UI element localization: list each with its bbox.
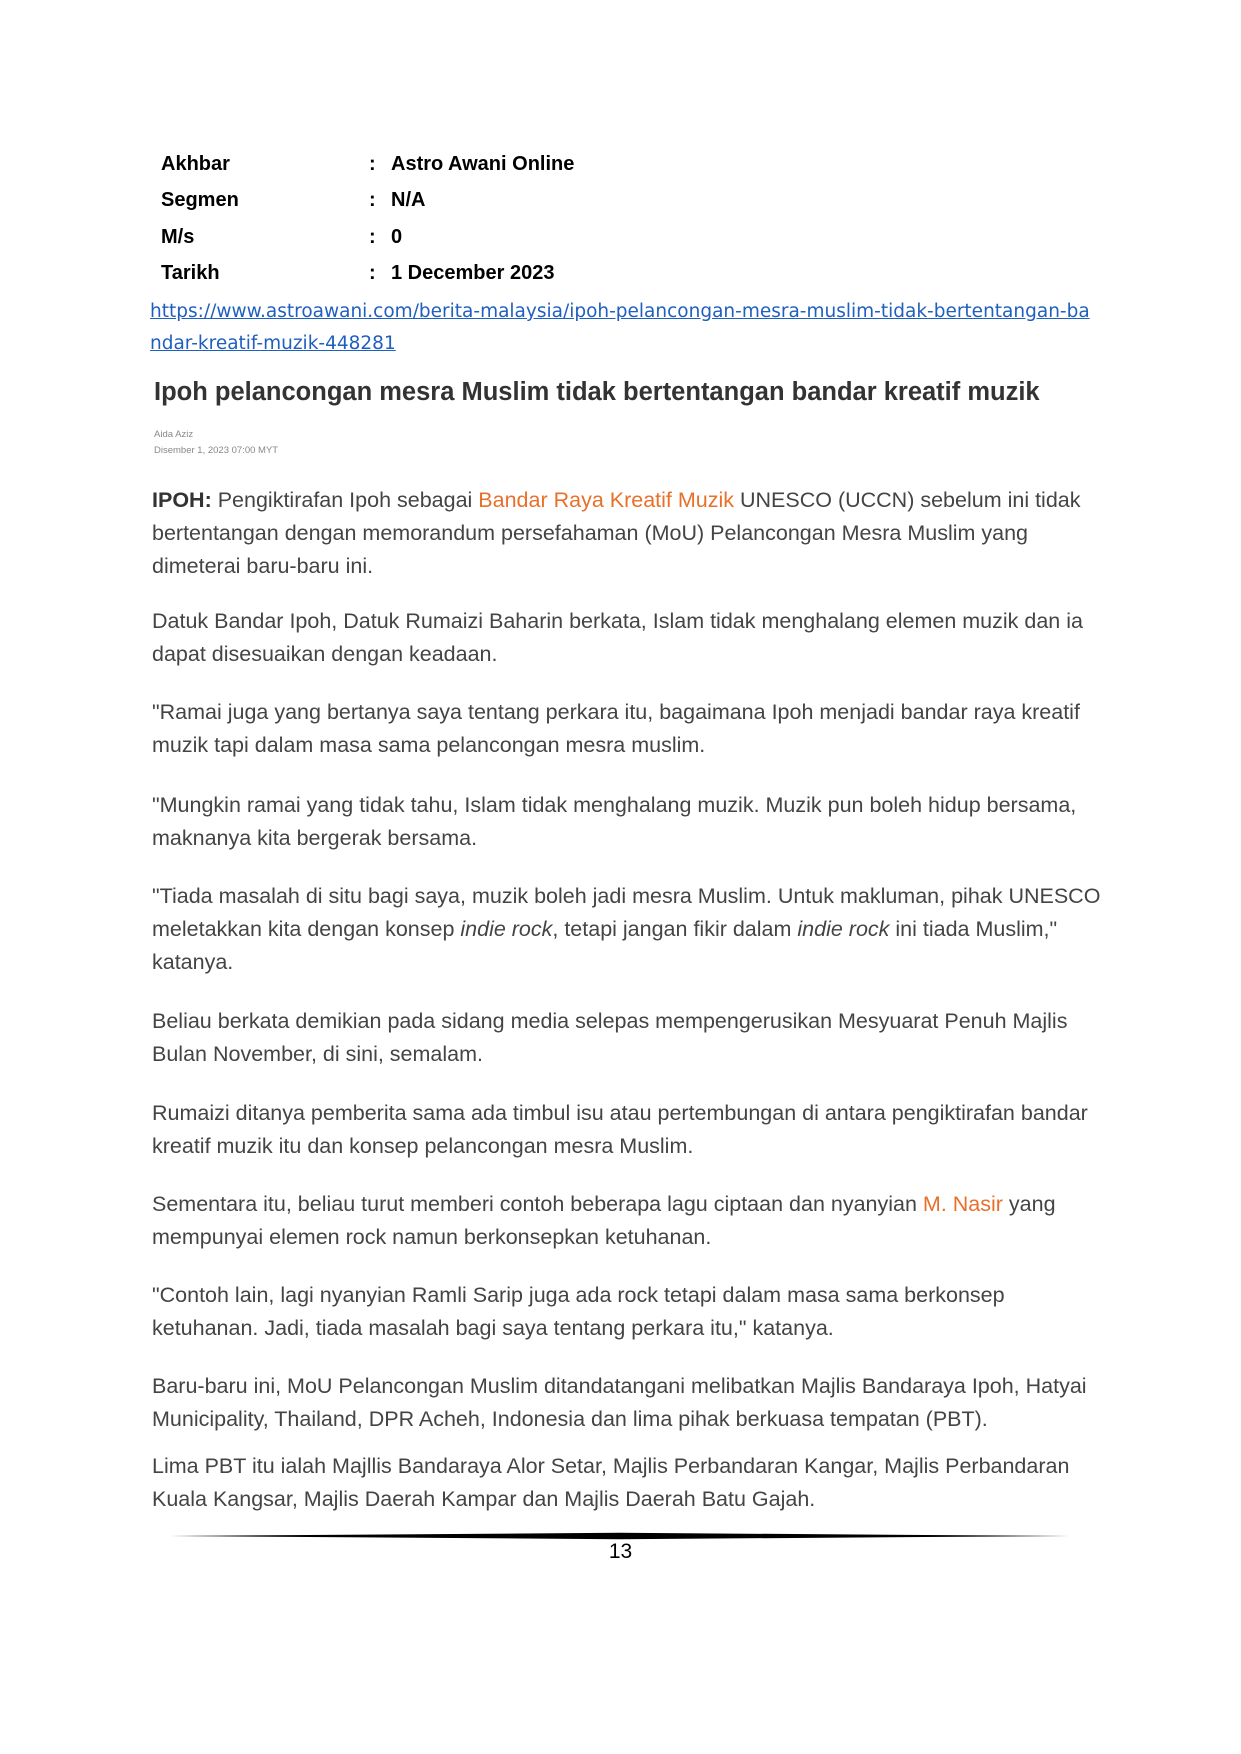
- article-paragraph-2: Datuk Bandar Ipoh, Datuk Rumaizi Baharin berkata, Islam tidak menghalang elemen muzik dan ia dapat disesuaikan dengan keadaan.: [152, 609, 1083, 666]
- source-url-link[interactable]: https://www.astroawani.com/berita-malaysia/ipoh-pelancongan-mesra-muslim-tidak-bertentangan-bandar-kreatif-muzik-448281: [150, 301, 1090, 354]
- paragraph-text: Sementara itu, beliau turut memberi contoh beberapa lagu ciptaan dan nyanyian: [152, 1192, 923, 1216]
- article-paragraph-7: Rumaizi ditanya pemberita sama ada timbul isu atau pertembungan di antara pengiktirafan bandar kreatif muzik itu dan konsep pelancongan mesra Muslim.: [152, 1101, 1088, 1158]
- bandar-raya-kreatif-link[interactable]: Bandar Raya Kreatif Muzik: [478, 488, 735, 512]
- article-paragraph-6: Beliau berkata demikian pada sidang media selepas mempengerusikan Mesyuarat Penuh Majlis Bulan November, di sini, semalam.: [152, 1009, 1068, 1066]
- paragraph-text: yang mempunyai elemen rock namun berkonsepkan ketuhanan.: [152, 1192, 1056, 1249]
- article-byline: [154, 427, 278, 459]
- paragraph-text: Pengiktirafan Ipoh sebagai: [211, 488, 479, 512]
- meta-separator: :: [369, 225, 376, 248]
- meta-row-segmen: [161, 183, 574, 220]
- meta-separator: :: [369, 189, 376, 212]
- meta-separator: :: [369, 152, 376, 175]
- author-name: Aida Aziz: [154, 429, 194, 440]
- meta-row-tarikh: [161, 256, 574, 293]
- publish-date: Disember 1, 2023 07:00 MYT: [154, 445, 279, 456]
- meta-label: Akhbar: [161, 152, 230, 175]
- meta-label: Segmen: [161, 189, 239, 212]
- article-paragraph-10: Baru-baru ini, MoU Pelancongan Muslim ditandatangani melibatkan Majlis Bandaraya Ipoh, Hatyai Municipality, Thailand, DPR Acheh, Indonesia dan lima pihak berkuasa tempatan (PBT).: [152, 1374, 1087, 1431]
- m-nasir-link[interactable]: M. Nasir: [922, 1192, 1003, 1216]
- emphasis-text: indie rock: [460, 917, 553, 941]
- page-number: 13: [608, 1540, 633, 1563]
- meta-row-akhbar: [161, 146, 574, 183]
- article-paragraph-9: "Contoh lain, lagi nyanyian Ramli Sarip juga ada rock tetapi dalam masa sama berkonsep ketuhanan. Jadi, tiada masalah bagi saya tentang perkara itu," katanya.: [152, 1283, 1005, 1340]
- meta-value: Astro Awani Online: [391, 152, 575, 175]
- paragraph-text: "Tiada masalah di situ bagi saya, muzik boleh jadi mesra Muslim. Untuk makluman, pihak UNESCO meletakkan kita dengan konsep: [152, 884, 1101, 941]
- article-paragraph-4: "Mungkin ramai yang tidak tahu, Islam tidak menghalang muzik. Muzik pun boleh hidup bersama, maknanya kita bergerak bersama.: [152, 793, 1077, 850]
- article-paragraph-11: Lima PBT itu ialah Majllis Bandaraya Alor Setar, Majlis Perbandaran Kangar, Majlis Perbandaran Kuala Kangsar, Majlis Daerah Kampar dan Majlis Daerah Batu Gajah.: [152, 1454, 1070, 1511]
- meta-separator: :: [369, 262, 376, 285]
- article-paragraph-3: "Ramai juga yang bertanya saya tentang perkara itu, bagaimana Ipoh menjadi bandar raya kreatif muzik tapi dalam masa sama pelancongan mesra muslim.: [152, 700, 1080, 757]
- meta-row-ms: [161, 219, 574, 256]
- meta-label: Tarikh: [161, 262, 220, 285]
- meta-value: N/A: [391, 189, 426, 212]
- article-paragraph-8: [152, 1188, 1102, 1254]
- article-headline: Ipoh pelancongan mesra Muslim tidak bertentangan bandar kreatif muzik: [154, 378, 1040, 406]
- meta-label: M/s: [161, 225, 195, 248]
- paragraph-text: UNESCO (UCCN) sebelum ini tidak bertentangan dengan memorandum persefahaman (MoU) Pelancongan Mesra Muslim yang dimeterai baru-baru ini.: [152, 488, 1081, 578]
- meta-value: 1 December 2023: [391, 262, 555, 285]
- emphasis-text: indie rock: [797, 917, 890, 941]
- dateline: IPOH:: [152, 488, 212, 512]
- clipping-metadata: [161, 146, 574, 292]
- article-paragraph-5: [152, 880, 1102, 979]
- article-paragraph-1: [152, 484, 1102, 583]
- paragraph-text: ini tiada Muslim," katanya.: [152, 917, 1058, 974]
- paragraph-text: , tetapi jangan fikir dalam: [552, 917, 798, 941]
- meta-value: 0: [391, 225, 403, 248]
